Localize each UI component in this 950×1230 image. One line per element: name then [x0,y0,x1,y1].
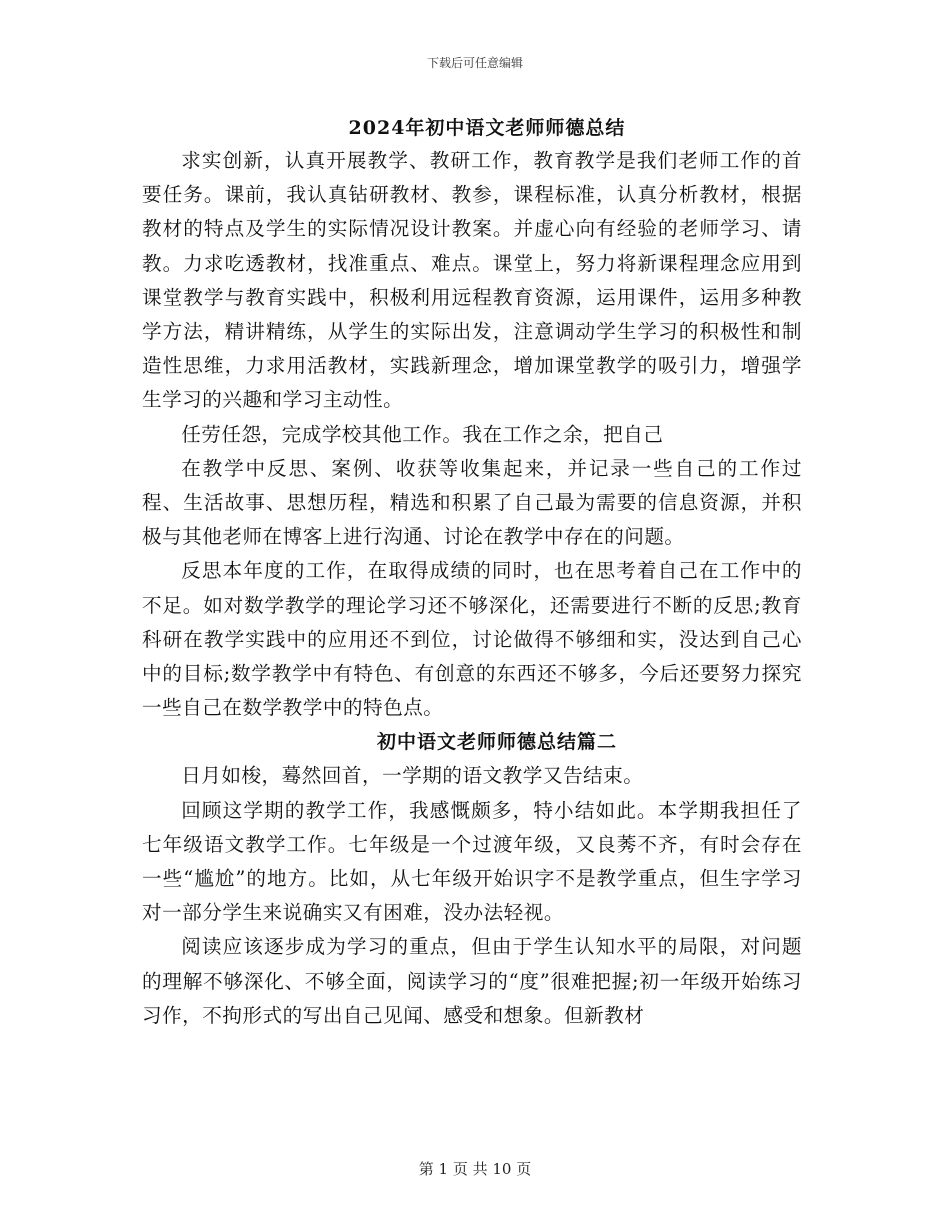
paragraph: 任劳任怨，完成学校其他工作。我在工作之余，把自己 [181,422,664,446]
document-title: 2024年初中语文老师师德总结 [348,117,626,139]
paragraph: 在教学中反思、案例、收获等收集起来，并记录一些自己的工作过程、生活故事、思想历程，精选和积累了自己最为需要的信息资源，并积极与其他老师在博客上进行沟通、讨论在教学中存在的问题。 [142,456,802,549]
paragraph: 日月如梭，蓦然回首，一学期的语文教学又告结束。 [181,764,644,788]
paragraph: 求实创新，认真开展教学、教研工作，教育教学是我们老师工作的首要任务。课前，我认真钻研教材、教参，课程标准，认真分析教材，根据教材的特点及学生的实际情况设计教案。并虚心向有经验的老师学习、请教。力求吃透教材，找准重点、难点。课堂上，努力将新课程理念应用到课堂教学与教育实践中，积极利用远程教育资源，运用课件，运用多种教学方法，精讲精练，从学生的实际出发，注意调动学生学习的积极性和制造性思维，力求用活教材，实践新理念，增加课堂教学的吸引力，增强学生学习的兴趣和学习主动性。 [142,149,802,412]
document-body [142,112,802,1033]
section-title: 初中语文老师师德总结篇二 [376,731,617,754]
header-note: 下载后可任意编辑 [426,56,523,70]
paragraph: 反思本年度的工作，在取得成绩的同时，也在思考着自己在工作中的不足。如对数学教学的理论学习还不够深化，还需要进行不断的反思;教育科研在教学实践中的应用还不到位，讨论做得不够细和实，没达到自己心中的目标;数学教学中有特色、有创意的东西还不够多，今后还要努力探究一些自己在数学教学中的特色点。 [142,559,802,720]
page-number: 第 1 页 共 10 页 [418,1160,532,1178]
paragraph: 阅读应该逐步成为学习的重点，但由于学生认知水平的局限，对问题的理解不够深化、不够全面，阅读学习的“度”很难把握;初一年级开始练习习作，不拘形式的写出自己见闻、感受和想象。但新教材 [142,935,802,1027]
paragraph: 回顾这学期的教学工作，我感慨颇多，特小结如此。本学期我担任了七年级语文教学工作。七年级是一个过渡年级，又良莠不齐，有时会存在一些“尴尬”的地方。比如，从七年级开始识字不是教学重点，但生字学习对一部分学生来说确实又有困难，没办法轻视。 [142,798,802,925]
